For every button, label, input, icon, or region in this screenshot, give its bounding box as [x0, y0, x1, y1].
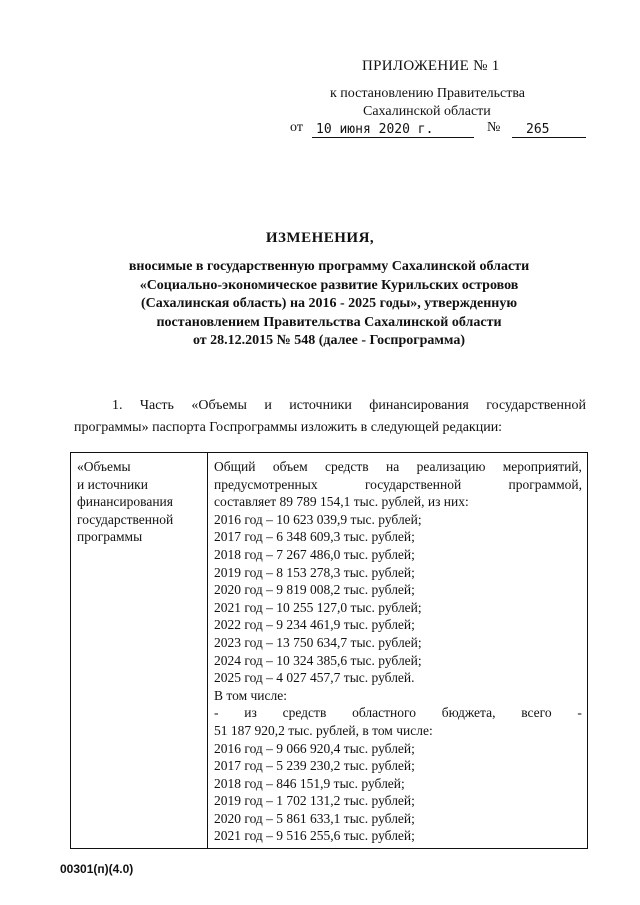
decree-date: 10 июня 2020 г. — [312, 122, 474, 138]
year-total-row: 2021 год – 10 255 127,0 тыс. рублей; — [214, 599, 422, 615]
left-cell-line: финансирования — [77, 494, 173, 509]
year-total-row: 2018 год – 7 267 486,0 тыс. рублей; — [214, 546, 415, 562]
intro-paragraph — [74, 395, 586, 439]
total-word: предусмотренных — [214, 476, 318, 492]
year-total-row: 2017 год – 6 348 609,3 тыс. рублей; — [214, 529, 415, 545]
regional-word: из — [244, 705, 257, 721]
intro-word: источники — [289, 398, 352, 413]
regional-word: - — [577, 705, 582, 721]
year-total-row: 2023 год – 13 750 634,7 тыс. рублей; — [214, 634, 422, 650]
total-line-3: составляет 89 789 154,1 тыс. рублей, из них: — [214, 494, 469, 510]
document-heading: ИЗМЕНЕНИЯ, — [265, 230, 375, 246]
year-total-row: 2022 год – 9 234 461,9 тыс. рублей; — [214, 617, 415, 633]
year-regional-row: 2017 год – 5 239 230,2 тыс. рублей; — [214, 758, 415, 774]
subheading-line: «Социально-экономическое развитие Курильских островов — [139, 277, 519, 293]
intro-line-2: программы» паспорта Госпрограммы изложить в следующей редакции: — [74, 420, 503, 435]
form-code: 00301(п)(4.0) — [60, 862, 134, 876]
year-total-row: 2020 год – 9 819 008,2 тыс. рублей; — [214, 582, 415, 598]
intro-word: и — [264, 398, 272, 413]
decree-reference-line-2: Сахалинской области — [363, 104, 491, 119]
left-cell-line: «Объемы — [77, 459, 131, 474]
year-regional-row: 2016 год – 9 066 920,4 тыс. рублей; — [214, 740, 415, 756]
intro-word: «Объемы — [191, 398, 247, 413]
decree-reference-line-1: к постановлению Правительства — [330, 86, 526, 101]
subheading-line: от 28.12.2015 № 548 (далее - Госпрограмма) — [192, 333, 466, 348]
total-word: программой, — [508, 476, 582, 492]
left-cell-line: государственной — [77, 511, 174, 527]
table-column-divider — [207, 453, 208, 848]
total-word: Общий — [214, 459, 256, 474]
subheading-line: (Сахалинская область) на 2016 - 2025 годы», утвержденную — [140, 296, 518, 311]
regional-word: всего — [521, 705, 552, 721]
total-word: мероприятий, — [502, 459, 582, 474]
year-regional-row: 2019 год – 1 702 131,2 тыс. рублей; — [214, 793, 415, 809]
intro-word: Часть — [139, 398, 174, 413]
date-prefix: от — [290, 120, 303, 135]
table-left-cell — [77, 458, 203, 546]
intro-word: государственной — [486, 398, 586, 413]
total-line-2 — [214, 476, 582, 494]
total-word: объем — [272, 459, 308, 474]
intro-word: финансирования — [369, 398, 469, 413]
year-total-row: 2024 год – 10 324 385,6 тыс. рублей; — [214, 652, 422, 668]
left-cell-line: программы — [77, 529, 143, 544]
regional-word: областного — [352, 705, 416, 721]
regional-word: - — [214, 705, 219, 721]
subheading-line: вносимые в государственную программу Сахалинской области — [128, 259, 530, 274]
decree-date-row — [290, 120, 590, 142]
total-word: реализацию — [416, 459, 486, 474]
year-total-row: 2025 год – 4 027 457,7 тыс. рублей. — [214, 670, 415, 686]
year-regional-row: 2018 год – 846 151,9 тыс. рублей; — [214, 775, 405, 791]
intro-line-1 — [74, 395, 586, 417]
regional-line-2: 51 187 920,2 тыс. рублей, в том числе: — [214, 722, 433, 738]
regional-word: бюджета, — [441, 705, 496, 721]
total-line-1 — [214, 458, 582, 476]
decree-number: 265 — [512, 122, 586, 138]
including-label: В том числе: — [214, 687, 287, 703]
year-total-row: 2016 год – 10 623 039,9 тыс. рублей; — [214, 511, 422, 527]
subheading-line: постановлением Правительства Сахалинской области — [156, 314, 502, 330]
left-cell-line: и источники — [77, 476, 148, 492]
year-regional-row: 2020 год – 5 861 633,1 тыс. рублей; — [214, 810, 415, 826]
regional-line-1 — [214, 704, 582, 722]
total-word: на — [386, 459, 400, 474]
regional-word: средств — [282, 705, 327, 721]
total-word: средств — [324, 459, 369, 474]
funding-table — [70, 452, 588, 849]
intro-word: 1. — [112, 398, 123, 413]
number-sign: № — [487, 120, 501, 135]
year-regional-row: 2021 год – 9 516 255,6 тыс. рублей; — [214, 828, 415, 844]
appendix-title: ПРИЛОЖЕНИЕ № 1 — [362, 58, 500, 74]
total-word: государственной — [364, 476, 462, 492]
year-total-row: 2019 год – 8 153 278,3 тыс. рублей; — [214, 564, 415, 580]
table-right-cell — [214, 458, 582, 845]
document-subheading — [95, 258, 563, 351]
